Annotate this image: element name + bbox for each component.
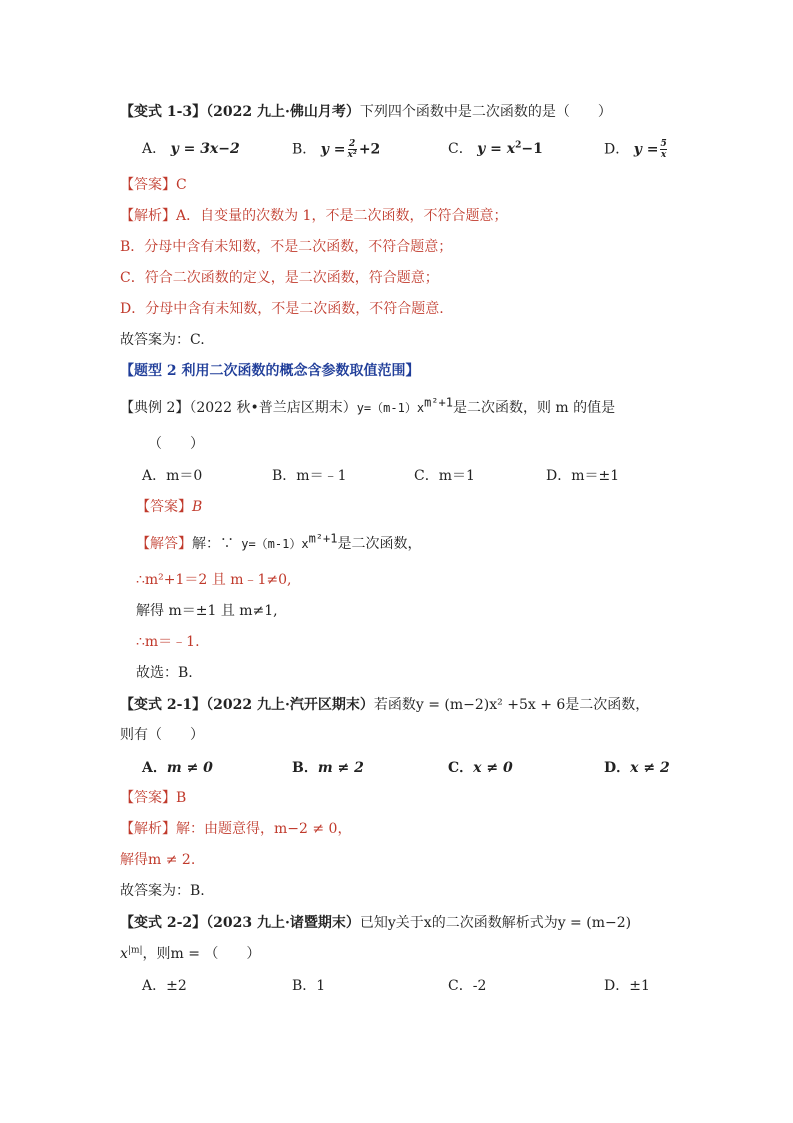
source: （2022 九上·佛山月考） xyxy=(206,104,360,120)
solution-line-1: 【解答】解：∵ $y=(m-1)x^{m^2+1}$是二次函数， xyxy=(136,531,422,552)
answer-line: 【答案】C xyxy=(120,177,187,193)
analysis-line-2: B．分母中含有未知数，不是二次函数，不符合题意； xyxy=(120,239,453,255)
variant-2-1-stem: 【变式 2-1】（2022 九上·汽开区期末）若函数y = (m−2)x² +5x + 6是二次函数， xyxy=(120,697,650,713)
example-tag: 【典例 2】 xyxy=(120,400,190,416)
option-c: C．-2 xyxy=(448,978,487,994)
conclusion: 故答案为：B. xyxy=(120,883,205,899)
option-c: C．x ≠ 0 xyxy=(448,760,513,776)
fraction: $\frac{2}{\text{x²}}$ xyxy=(347,139,357,160)
solution-step-2: 解得 m＝±1 且 m≠1, xyxy=(136,603,278,619)
example-2-paren: （ ） xyxy=(148,436,204,452)
variant-2-2-stem: 【变式 2-2】（2023 九上·诸暨期末）已知y关于x的二次函数解析式为y = (m−2) xyxy=(120,915,632,931)
option-a: A．m ≠ 0 xyxy=(142,760,213,776)
source: （2022 秋•普兰店区期末） xyxy=(189,400,357,416)
variant-1-3-stem xyxy=(120,102,612,122)
analysis-line-2: 解得m ≠ 2. xyxy=(120,852,196,868)
option-b: B．m＝﹣1 xyxy=(272,468,347,484)
variant-2-2-stem-cont: $x^{|m|}$，则m = （ ） xyxy=(120,945,261,962)
section-heading: 【题型 2 利用二次函数的概念含参数取值范围】 xyxy=(120,363,420,379)
analysis-line-1: 【解析】A．自变量的次数为 1，不是二次函数，不符合题意； xyxy=(120,208,508,224)
answer-line: 【答案】B xyxy=(120,790,187,806)
option-c: C．m＝1 xyxy=(414,468,475,484)
option-d: D．±1 xyxy=(604,978,650,994)
option-a: A． y = 3x−2 xyxy=(142,141,240,157)
variant-tag: 【变式 1-3】 xyxy=(120,104,207,120)
analysis-line-1: 【解析】解：由题意得，m−2 ≠ 0， xyxy=(120,821,352,837)
stem-text: 下列四个函数中是二次函数的是（ ） xyxy=(359,104,612,120)
option-d: D．x ≠ 2 xyxy=(604,760,670,776)
variant-2-1-stem-cont: 则有（ ） xyxy=(120,727,204,743)
example-2-stem: 【典例 2】（2022 秋•普兰店区期末）$y=(m-1)x^{m^2+1}$是二次函数，则 m 的值是 xyxy=(120,395,616,416)
option-b: B． y = $\frac{2}{\text{x²}}$ +2 xyxy=(292,139,381,160)
option-d: D．m＝±1 xyxy=(546,468,620,484)
option-d: D． y = $\frac{5}{x}$ xyxy=(604,139,667,160)
option-b: B．m ≠ 2 xyxy=(292,760,364,776)
option-a: A．m＝0 xyxy=(142,468,203,484)
option-c: C． $y = x^2-1$ xyxy=(448,140,543,157)
solution-step-3: ∴m＝﹣1. xyxy=(136,634,200,650)
solution-step-4: 故选：B. xyxy=(136,665,193,681)
fraction: $\frac{5}{x}$ xyxy=(660,139,667,160)
answer-value: C xyxy=(176,177,187,193)
conclusion: 故答案为：C. xyxy=(120,332,205,348)
analysis-line-3: C．符合二次函数的定义，是二次函数，符合题意； xyxy=(120,270,439,286)
option-b: B．1 xyxy=(292,978,326,994)
answer-line: 【答案】B xyxy=(136,499,203,515)
option-a: A．±2 xyxy=(142,978,187,994)
answer-value: B xyxy=(192,499,203,515)
analysis-line-4: D．分母中含有未知数，不是二次函数，不符合题意. xyxy=(120,301,444,317)
solution-step-1: ∴m²+1＝2 且 m﹣1≠0, xyxy=(136,572,292,588)
answer-value: B xyxy=(176,790,187,806)
